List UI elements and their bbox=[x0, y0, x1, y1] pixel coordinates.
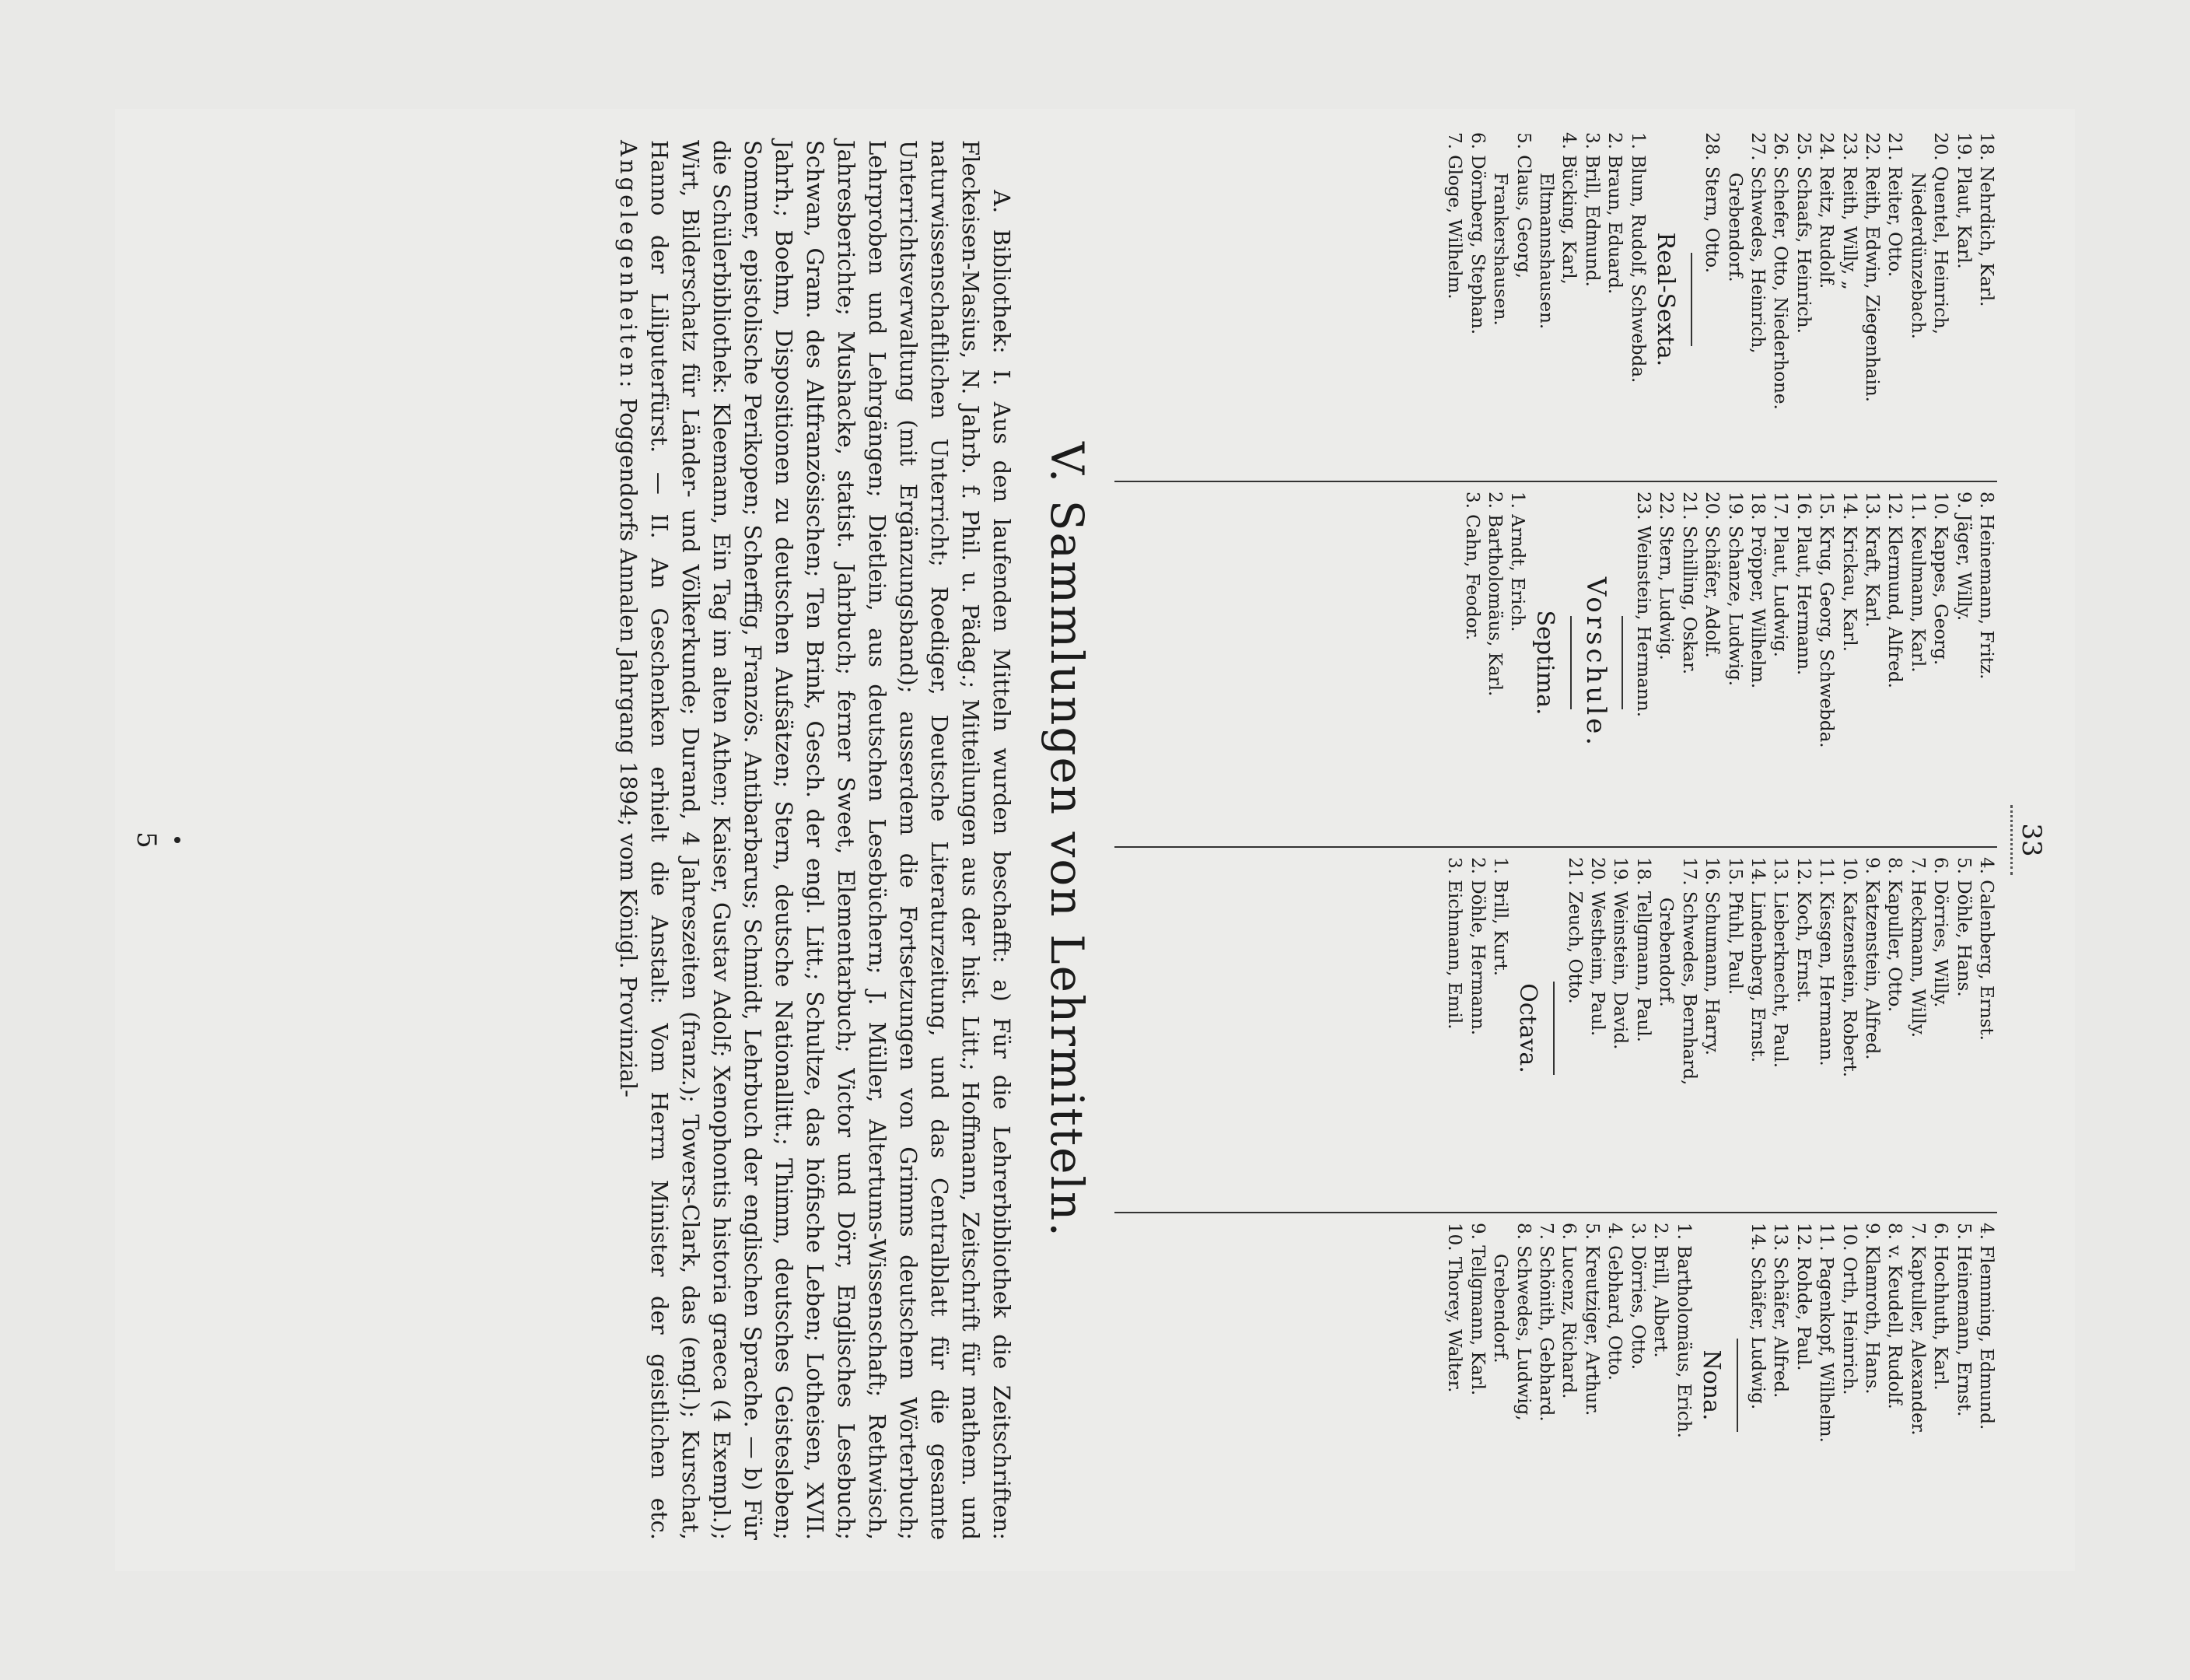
list-item: 3. Cahn, Feodor. bbox=[1461, 492, 1482, 641]
list-item: 16. Plaut, Hermann. bbox=[1793, 492, 1814, 676]
list-item: 2. Bartholomäus, Karl. bbox=[1485, 492, 1506, 697]
list-item: 28. Stern, Otto. bbox=[1702, 132, 1723, 274]
document-page bbox=[115, 109, 2075, 1571]
list-item: 4. Gebhard, Otto. bbox=[1604, 1223, 1625, 1381]
list-column-3 bbox=[1114, 857, 1997, 1199]
list-item: 21. Schilling, Oskar. bbox=[1678, 492, 1699, 675]
paragraph-text bbox=[613, 140, 1017, 1540]
list-column-1 bbox=[1114, 132, 1997, 467]
list-item: 18. Tellgmann, Paul. bbox=[1632, 857, 1653, 1042]
divider-rule bbox=[1691, 253, 1692, 346]
list-item: 5. Claus, Georg, bbox=[1513, 132, 1534, 279]
list-item: 5. Heinemann, Ernst. bbox=[1953, 1223, 1974, 1417]
list-item: 6. Hochhuth, Karl. bbox=[1930, 1223, 1951, 1391]
list-item-continuation: Grebendorf. bbox=[1724, 173, 1745, 282]
list-item-continuation: Grebendorf. bbox=[1656, 898, 1677, 1007]
list-item-continuation: Eltmannshausen. bbox=[1536, 173, 1557, 330]
page-number-bottom: 5 bbox=[131, 831, 162, 849]
list-item: 9. Tellgmann, Karl. bbox=[1467, 1223, 1488, 1396]
list-item: 5. Döhle, Hans. bbox=[1953, 857, 1974, 997]
column-divider bbox=[1114, 481, 1997, 482]
list-item-continuation: Frankershausen. bbox=[1490, 173, 1511, 326]
list-item: 3. Dörries, Otto. bbox=[1627, 1223, 1648, 1370]
class-heading: Septima. bbox=[1531, 610, 1559, 716]
list-item: 20. Schäfer, Adolf. bbox=[1702, 492, 1723, 658]
list-item: 8. Heinemann, Fritz. bbox=[1976, 492, 1996, 680]
list-item: 23. Reith, Willy, „ bbox=[1838, 132, 1859, 290]
ink-dot bbox=[174, 837, 180, 843]
list-item: 20. Quentel, Heinrich, bbox=[1930, 132, 1951, 335]
list-item: 12. Rohde, Paul. bbox=[1793, 1223, 1814, 1371]
list-item: 7. Gloge, Wilhelm. bbox=[1444, 132, 1465, 299]
list-item: 3. Brill, Edmund. bbox=[1581, 132, 1602, 287]
section-heading: V. Sammlungen von Lehrmitteln. bbox=[1041, 442, 1093, 1238]
paragraph-tail: Poggendorfs Annalen Jahrgang 1894; vom Königl. Provinzial- bbox=[615, 397, 642, 1097]
list-item: 22. Reith, Edwin, Ziegenhain. bbox=[1861, 132, 1882, 402]
list-item: 11. Keulmann, Karl. bbox=[1907, 492, 1928, 673]
list-item: 24. Reitz, Rudolf. bbox=[1816, 132, 1837, 289]
list-item: 10. Kappes, Georg. bbox=[1930, 492, 1951, 666]
list-item: 22. Stern, Ludwig. bbox=[1656, 492, 1677, 660]
list-item: 1. Blum, Rudolf, Schwebda. bbox=[1627, 132, 1648, 383]
list-item: 8. v. Keudell, Rudolf. bbox=[1884, 1223, 1905, 1409]
list-item: 15. Krug, Georg, Schwebda. bbox=[1816, 492, 1837, 748]
list-item: 2. Döhle, Hermann. bbox=[1467, 857, 1488, 1036]
list-item: 17. Schwedes, Bernhard, bbox=[1678, 857, 1699, 1086]
list-column-4 bbox=[1114, 1223, 1997, 1548]
list-item: 10. Orth, Heinrich. bbox=[1838, 1223, 1859, 1395]
class-heading: Octava. bbox=[1514, 983, 1542, 1073]
list-item: 10. Katzenstein, Robert. bbox=[1838, 857, 1859, 1078]
list-item: 19. Weinstein, David. bbox=[1610, 857, 1631, 1050]
list-item: 25. Schaafs, Heinrich. bbox=[1793, 132, 1814, 334]
list-item: 3. Eichmann, Emil. bbox=[1444, 857, 1465, 1030]
list-item: 13. Kraft, Karl. bbox=[1861, 492, 1882, 628]
list-item: 4. Calenberg, Ernst. bbox=[1976, 857, 1996, 1041]
list-item: 19. Plaut, Karl. bbox=[1953, 132, 1974, 269]
list-item: 26. Schefer, Otto, Niederhone. bbox=[1770, 132, 1791, 410]
paragraph-body: A. Bibliothek: I. Aus den laufenden Mitteln wurden beschafft: a) Für die Lehrerbibliothek die Zeitschriften: Fleckeisen-Masius, N. Jahrb. f. Phil. u. Pädag.; Mitteilungen aus der hist. Litt.; Hoffmann, Zeitschrift für mathem. und naturwissenschaftlichen Unterricht; Roediger, Deutsche Literaturzeitung, und das Centralblatt für die gesamte Unterrichtsverwaltung (mit Ergänzungsband); ausserdem die Fortsetzungen von Grimms deutschem Wörterbuch; Lehrproben und Lehrgängen; Dietlein, aus deutschen Lesebüchern; J. Müller, Altertums-Wissenschaft; Rethwisch, Jahresberichte; Mushacke, statist. Jahrbuch; ferner Sweet, Elementarbuch; Victor und Dörr, Englisches Lesebuch; Schwan, Gram. des Altfranzösischen; Ten Brink, Gesch. der engl. Litt.; Schultze, das höfische Leben; Lotheisen, XVII. Jahrh.; Boehm, Dispositionen zu deutschen Aufsätzen; Stern, deutsche Nationallitt.; Thimm, deutsches Geistesleben; Sommer, epistolische Perikopen; Scherffig, Französ. Antibarbarus; Schmidt, Lehrbuch der englischen Sprache. — b) Für die Schülerbibliothek: Kleemann, Ein Tag im alten Athen; Kaiser, Gustav Adolf; Xenophontis historia graeca (4 Exempl.); Wirt, Bilderschatz für Länder- und Völkerkunde; Durand, 4 Jahreszeiten (franz.); Towers-Clark, das (engl.); Kurschat, Hanno der Liliputerfürst. — II. An Geschenken erhielt die Anstalt: Vom Herrn Minister der geistlichen etc. bbox=[646, 140, 1015, 1540]
list-item: 9. Klamroth, Hans. bbox=[1861, 1223, 1882, 1395]
library-paragraph bbox=[613, 140, 1017, 1540]
class-heading: Nona. bbox=[1697, 1349, 1725, 1421]
divider-rule bbox=[1737, 1339, 1738, 1432]
list-item: 8. Schwedes, Ludwig, bbox=[1513, 1223, 1534, 1421]
spaced-word: Angelegenheiten: bbox=[615, 140, 642, 391]
list-item: 21. Reiter, Otto. bbox=[1884, 132, 1905, 278]
list-item: 4. Flemming, Edmund. bbox=[1976, 1223, 1996, 1430]
list-item: 1. Bartholomäus, Erich. bbox=[1673, 1223, 1694, 1438]
list-item: 14. Lindenberg, Ernst. bbox=[1747, 857, 1768, 1063]
class-heading: Real-Sexta. bbox=[1651, 232, 1679, 367]
divider-rule bbox=[1553, 982, 1555, 1075]
list-item: 12. Klermund, Alfred. bbox=[1884, 492, 1905, 688]
list-item: 13. Lieberknecht, Paul. bbox=[1770, 857, 1791, 1069]
list-item: 21. Zeuch, Otto. bbox=[1564, 857, 1585, 1004]
page-number-top: 33 bbox=[2010, 109, 2047, 1571]
list-item: 23. Weinstein, Hermann. bbox=[1632, 492, 1653, 718]
list-item: 5. Kreutziger, Arthur. bbox=[1581, 1223, 1602, 1416]
list-item: 2. Braun, Eduard. bbox=[1604, 132, 1625, 295]
list-item: 17. Plaut, Ludwig. bbox=[1770, 492, 1791, 657]
list-item: 4. Bücking, Karl, bbox=[1559, 132, 1580, 285]
list-item: 2. Brill, Albert. bbox=[1650, 1223, 1671, 1358]
list-item: 6. Dörries, Willy. bbox=[1930, 857, 1951, 1008]
list-item: 7. Kaptuller, Alexander. bbox=[1907, 1223, 1928, 1436]
list-item: 11. Pagenkopf, Wilhelm. bbox=[1816, 1223, 1837, 1443]
divider-rule bbox=[1571, 616, 1573, 709]
list-item: 14. Krickau, Karl. bbox=[1838, 492, 1859, 652]
list-item: 9. Katzenstein, Alfred. bbox=[1861, 857, 1882, 1060]
group-heading: Vorschule. bbox=[1580, 576, 1612, 749]
list-item: 19. Schanze, Ludwig. bbox=[1724, 492, 1745, 687]
list-column-2 bbox=[1114, 492, 1997, 834]
column-divider bbox=[1114, 846, 1997, 848]
list-item: 13. Schäfer, Alfred. bbox=[1770, 1223, 1791, 1398]
list-item: 14. Schäfer, Ludwig. bbox=[1747, 1223, 1768, 1410]
list-item: 27. Schwedes, Heinrich, bbox=[1747, 132, 1768, 354]
list-item-continuation: Niederdünzebach. bbox=[1907, 173, 1928, 339]
student-lists bbox=[1114, 132, 1997, 1548]
list-item: 10. Thorey, Walter. bbox=[1444, 1223, 1465, 1393]
list-item: 6. Lucenz, Richard. bbox=[1559, 1223, 1580, 1399]
list-item: 1. Brill, Kurt. bbox=[1490, 857, 1511, 976]
list-item: 18. Nehrdich, Karl. bbox=[1976, 132, 1996, 307]
list-item-continuation: Grebendorf. bbox=[1490, 1254, 1511, 1363]
list-item: 7. Heckmann, Willy. bbox=[1907, 857, 1928, 1038]
list-item: 7. Schönith, Gebhard. bbox=[1536, 1223, 1557, 1422]
list-item: 20. Westheim, Paul. bbox=[1587, 857, 1608, 1037]
list-item: 11. Kiesgen, Hermann. bbox=[1816, 857, 1837, 1066]
list-item: 18. Pröpper, Wilhelm. bbox=[1747, 492, 1768, 689]
list-item: 9. Jäger, Willy. bbox=[1953, 492, 1974, 621]
list-item: 6. Dörnberg, Stephan. bbox=[1467, 132, 1488, 335]
list-item: 12. Koch, Ernst. bbox=[1793, 857, 1814, 1003]
divider-rule bbox=[1622, 616, 1624, 709]
list-item: 8. Kapuller, Otto. bbox=[1884, 857, 1905, 1013]
list-item: 1. Arndt, Erich. bbox=[1507, 492, 1528, 632]
column-divider bbox=[1114, 1212, 1997, 1213]
list-item: 15. Pfuhl, Paul. bbox=[1724, 857, 1745, 996]
list-item: 16. Schumann, Harry. bbox=[1702, 857, 1723, 1055]
